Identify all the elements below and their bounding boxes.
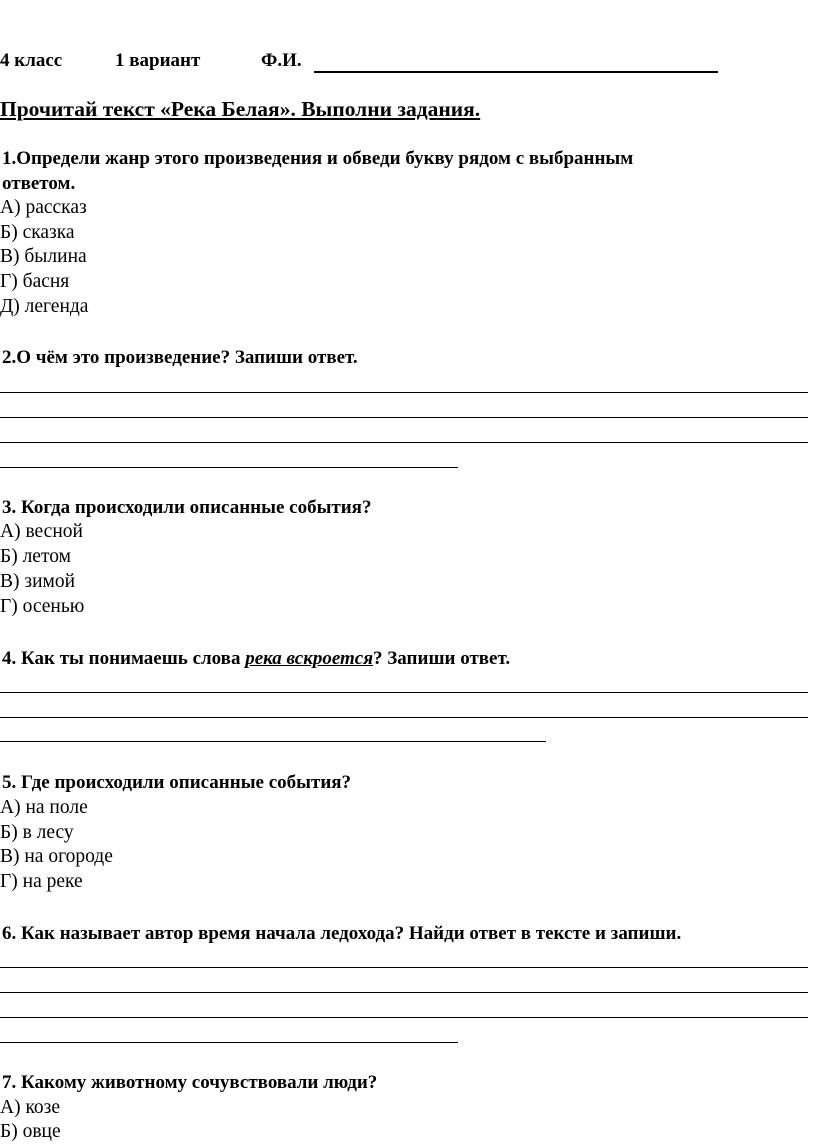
q1-option-c[interactable]: В) былина — [0, 246, 87, 267]
q4-answer-line-1[interactable] — [0, 692, 808, 693]
question-7: 7. Какому животному сочувствовали люди? — [2, 1072, 378, 1093]
question-1-line-1: 1.Определи жанр этого произведения и обведи букву рядом с выбранным — [2, 148, 634, 169]
q6-answer-line-1[interactable] — [0, 967, 808, 968]
q4-answer-line-2[interactable] — [0, 717, 808, 718]
question-6: 6. Как называет автор время начала ледохода? Найди ответ в тексте и запиши. — [2, 923, 682, 944]
name-label: Ф.И. — [261, 50, 302, 71]
question-2: 2.О чём это произведение? Запиши ответ. — [2, 347, 358, 368]
variant-label: 1 вариант — [115, 50, 201, 71]
q1-option-e[interactable]: Д) легенда — [0, 296, 89, 317]
q2-answer-line-2[interactable] — [0, 417, 808, 418]
q1-option-d[interactable]: Г) басня — [0, 271, 70, 292]
q3-option-b[interactable]: Б) летом — [0, 546, 71, 567]
question-4-emphasis: река вскроется — [245, 648, 374, 669]
q6-answer-line-2[interactable] — [0, 992, 808, 993]
q2-answer-line-1[interactable] — [0, 392, 808, 393]
q6-answer-line-4[interactable] — [0, 1042, 458, 1043]
question-1-line-2: ответом. — [2, 173, 76, 194]
question-4 — [2, 648, 510, 670]
q7-option-b[interactable]: Б) овце — [0, 1121, 61, 1142]
q2-answer-line-4[interactable] — [0, 467, 458, 468]
q5-option-a[interactable]: А) на поле — [0, 797, 88, 818]
q1-option-b[interactable]: Б) сказка — [0, 222, 75, 243]
q1-option-a[interactable]: А) рассказ — [0, 197, 87, 218]
q5-option-c[interactable]: В) на огороде — [0, 846, 113, 867]
q3-option-d[interactable]: Г) осенью — [0, 596, 85, 617]
page-title: Прочитай текст «Река Белая». Выполни задания. — [0, 97, 481, 121]
q5-option-b[interactable]: Б) в лесу — [0, 822, 74, 843]
q6-answer-line-3[interactable] — [0, 1017, 808, 1018]
q3-option-c[interactable]: В) зимой — [0, 571, 76, 592]
question-4-prefix: 4. Как ты понимаешь слова — [2, 648, 246, 669]
q7-option-a[interactable]: А) козе — [0, 1097, 61, 1118]
question-3: 3. Когда происходили описанные события? — [2, 497, 372, 518]
name-answer-line[interactable] — [314, 71, 718, 73]
q4-answer-line-3[interactable] — [0, 741, 546, 742]
q2-answer-line-3[interactable] — [0, 442, 808, 443]
question-4-suffix: ? Запиши ответ. — [373, 648, 511, 669]
question-5: 5. Где происходили описанные события? — [2, 772, 352, 793]
q3-option-a[interactable]: А) весной — [0, 521, 83, 542]
q5-option-d[interactable]: Г) на реке — [0, 871, 83, 892]
grade-label: 4 класс — [0, 50, 63, 71]
